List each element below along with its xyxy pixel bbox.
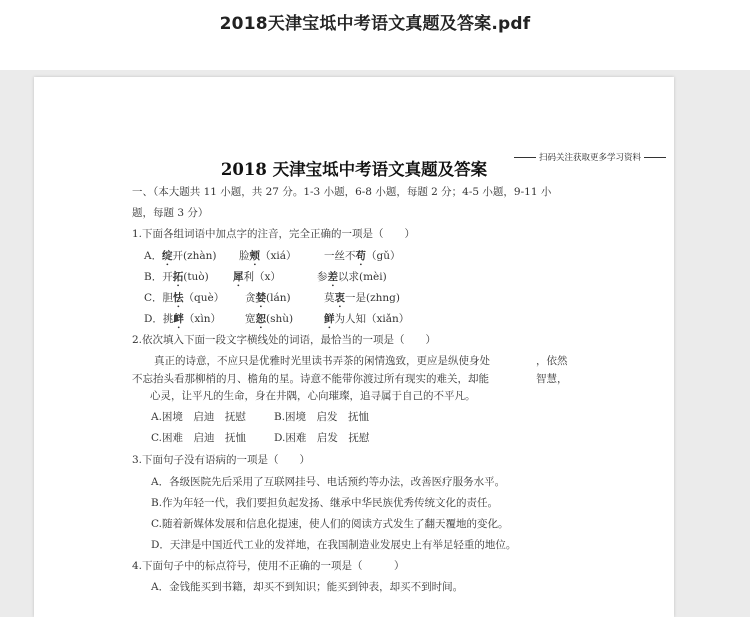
q1-stem: 1.下面各组词语中加点字的注音，完全正确的一项是（ ） (132, 228, 416, 240)
q2-passage-line1a: 真正的诗意，不应只是优雅时光里读书弄茶的闲情逸致，更应是纵使身处 (154, 355, 490, 367)
q1-a-label: A． (144, 250, 163, 262)
q1-c-word3: 莫衷一是(zhng) (324, 292, 400, 304)
file-title: 2018天津宝坻中考语文真题及答案.pdf (219, 14, 531, 34)
q1-a-word2: 脸颊（xiá） (239, 250, 297, 262)
section-heading-line1: 一、（本大题共 11 小题，共 27 分。1-3 小题，6-8 小题，每题 2 分；4-5 小题，9-11 小 (132, 186, 552, 198)
q1-b-word1: B．开拓(tuò) (144, 271, 209, 283)
q1-a-word3: 一丝不苟（gǔ） (324, 250, 401, 262)
q2-passage-line2b: 智慧， (536, 373, 568, 385)
q4-option-a: A．金钱能买到书籍，却买不到知识；能买到钟表，却买不到时间。 (151, 581, 464, 593)
section-heading-line2: 题，每题 3 分） (132, 207, 209, 219)
q3-option-a: A．各级医院先后采用了互联网挂号、电话预约等办法，改善医疗服务水平。 (151, 476, 506, 488)
q1-d-word3: 鲜为人知（xiǎn） (324, 313, 410, 325)
q1-c-word2: 贪婪(lán) (245, 292, 291, 304)
q2-passage-line1b: ，依然 (536, 355, 568, 367)
q3-stem: 3.下面句子没有语病的一项是（ ） (132, 454, 311, 466)
q2-option-c: C.困难 启迪 抚恤 (151, 432, 246, 444)
q1-b-word3: 参差以求(mèi) (317, 271, 387, 283)
q3-option-b: B.作为年轻一代，我们要担负起发扬、继承中华民族优秀传统文化的责任。 (151, 497, 499, 509)
qr-note-text: 扫码关注获取更多学习资料 (539, 153, 642, 163)
q2-passage-line2a: 不忘抬头看那柳梢的月、檐角的星。诗意不能带你渡过所有现实的难关，却能 (132, 373, 489, 385)
q4-stem: 4.下面句子中的标点符号，使用不正确的一项是（ ） (132, 560, 405, 572)
q2-stem: 2.依次填入下面一段文字横线处的词语，最恰当的一项是（ ） (132, 334, 437, 346)
viewer-header (0, 0, 750, 70)
q2-passage-line3: 心灵，让平凡的生命，身在井隅，心向璀璨，追寻属于自己的不平凡。 (150, 390, 476, 402)
q1-b-word2: 犀利（x） (233, 271, 281, 283)
q3-option-c: C.随着新媒体发展和信息化提速，使人们的阅读方式发生了翻天覆地的变化。 (151, 518, 509, 530)
q1-d-word2: 宽恕(shù) (245, 313, 294, 325)
q1-d-word1: D．挑衅（xìn） (144, 313, 221, 325)
q1-c-word1: C．胆怯（què） (144, 292, 225, 304)
pdf-page (34, 77, 674, 617)
q2-option-a: A.困境 启迪 抚慰 (151, 411, 246, 423)
q3-option-d: D．天津是中国近代工业的发祥地，在我国制造业发展史上有举足轻重的地位。 (151, 539, 517, 551)
document-title: 2018 天津宝坻中考语文真题及答案 (220, 160, 488, 179)
q2-option-d: D.困难 启发 抚慰 (274, 432, 370, 444)
q1-a-word1: 绽开(zhàn) (162, 250, 217, 262)
q2-option-b: B.困境 启发 抚恤 (274, 411, 370, 423)
